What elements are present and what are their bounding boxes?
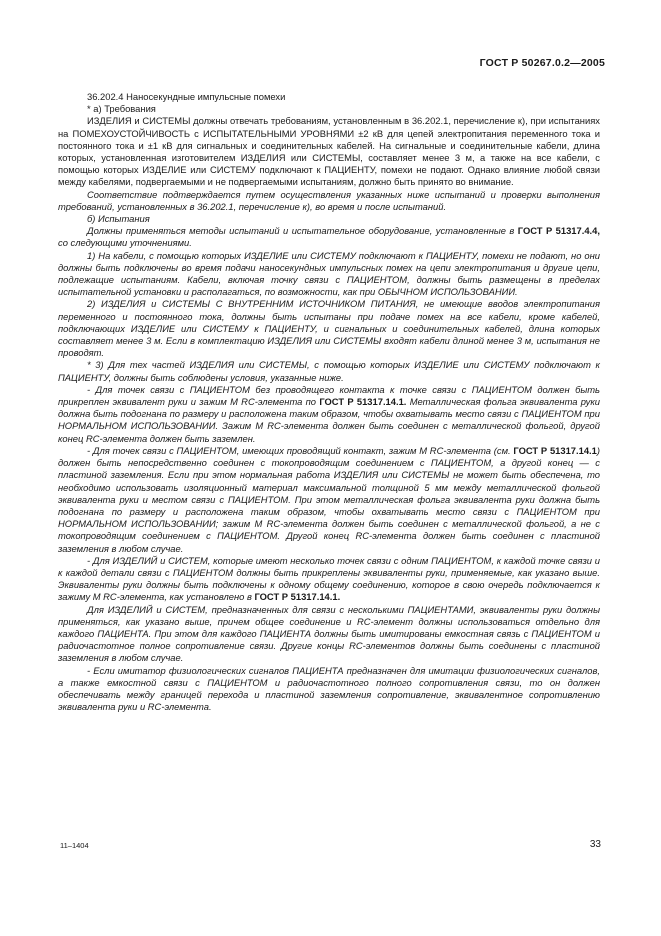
paragraph-simulator: - Если имитатор физиологических сигналов ПАЦИЕНТА предназначен для имитации физиологических сигналов, а также емкостной связи с ПАЦИЕНТОМ и радиочастотного полного сопротивления связи, то он должен обеспечивать между границей перехода и пластиной заземления сопротивление, эквивалентное сопротивлению эквивалента руки и RC-элемента. (58, 664, 600, 713)
paragraph-methods (58, 225, 600, 249)
paragraph-multiple-patients: Для ИЗДЕЛИЙ и СИСТЕМ, предназначенных для связи с несколькими ПАЦИЕНТАМИ, эквиваленты руки должны применяться, как указано выше, причем общее соединение и RC-элемент должны использоваться отдельно для каждого ПАЦИЕНТА. При этом для каждого ПАЦИЕНТА должны быть имитированы емкостная связь с ПАЦИЕНТОМ и радиочастотное полное сопротивление связи. Другие концы RC-элементов должны быть соединены с пластиной заземления в любом случае. (58, 603, 600, 664)
text-fragment: ) должен быть непосредственно соединен с токопроводящим соединением с ПАЦИЕНТОМ, а другой конец — с пластиной заземления. Если при этом нормальная работа ИЗДЕЛИЯ или СИСТЕМЫ не может быть обеспечена, то необходимо использовать изоляционный материал максимальной толщиной 5 мм между металлической фольгой эквивалента руки и местом связи с ПАЦИЕНТОМ. При этом металлическая фольга эквивалента руки должна быть подогнана по размеру и расположена таким образом, чтобы охватывать место связи с ПАЦИЕНТОМ при НОРМАЛЬНОМ ИСПОЛЬЗОВАНИИ; зажим М RC-элемента должен быть соединен с металлической фольгой, а не с токопроводящим соединением с ПАЦИЕНТОМ. Другой конец RC-элемента должен быть соединен с пластиной заземления в любом случае. (58, 444, 600, 554)
standard-reference: ГОСТ Р 51317.4.4, (517, 225, 600, 237)
section-heading: 36.202.4 Наносекундные импульсные помехи (87, 91, 286, 102)
text-fragment: - Для точек связи с ПАЦИЕНТОМ, имеющих проводящий контакт, зажим М RC-элемента (см. (87, 444, 511, 456)
text-fragment: - Для ИЗДЕЛИЙ и СИСТЕМ, которые имеют несколько точек связи с одним ПАЦИЕНТОМ, к каждой точке связи и к каждой детали связи с ПАЦИЕНТОМ должны быть прикреплены эквиваленты руки, применяемые, как указано выше. Эквиваленты руки должны быть подключены к одному общему соединению, которое в свою очередь подключается к зажиму М RC-элемента, как установлено в (58, 554, 600, 603)
print-code: 11–1404 (60, 841, 89, 850)
standard-reference: ГОСТ Р 51317.14.1. (319, 396, 407, 408)
document-body (58, 91, 600, 713)
text-fragment: - Для точек связи с ПАЦИЕНТОМ без проводящего контакта к точке связи с ПАЦИЕНТОМ должен быть прикреплен эквивалент руки и зажим М RC-элемента по (58, 383, 600, 408)
paragraph-item-2: 2) ИЗДЕЛИЯ и СИСТЕМЫ С ВНУТРЕННИМ ИСТОЧНИКОМ ПИТАНИЯ, не имеющие вводов электропитания переменного и постоянного тока, должны быть испытаны при подаче помех на все кабели, кроме кабелей, подключающих ИЗДЕЛИЕ или СИСТЕМУ к ПАЦИЕНТУ, и сигнальных и соединительных кабелей, длина которых составляет менее 3 м. Если в комплектацию ИЗДЕЛИЯ или СИСТЕМЫ входят кабели длиной менее 3 м, испытания не проводят. (58, 298, 600, 359)
subsection-tests: б) Испытания (87, 213, 150, 225)
text-fragment: Должны применяться методы испытаний и испытательное оборудование, установленные в (87, 225, 515, 237)
paragraph-compliance: Соответствие подтверждается путем осуществления указанных ниже испытаний и проверки выполнения требований, установленных в 36.202.1, перечисление к), во время и после испытаний. (58, 188, 600, 212)
paragraph-nonconductive (58, 384, 600, 445)
text-fragment: со следующими уточнениями. (58, 237, 192, 249)
paragraph-item-3: * 3) Для тех частей ИЗДЕЛИЯ или СИСТЕМЫ, с помощью которых ИЗДЕЛИЕ или СИСТЕМУ подключают к ПАЦИЕНТУ, должны быть соблюдены условия, указанные ниже. (58, 359, 600, 383)
subsection-requirements: * а) Требования (87, 103, 156, 115)
paragraph-item-1: 1) На кабели, с помощью которых ИЗДЕЛИЕ или СИСТЕМУ подключают к ПАЦИЕНТУ, помехи не подают, но они должны быть подключены во время подачи наносекундных импульсных помех на цепи электропитания и другие цепи, подлежащие испытаниям. Кабели, включая точку связи с ПАЦИЕНТОМ, должны быть размещены в пределах испытательной установки и располагаться, по возможности, как при ОБЫЧНОМ ИСПОЛЬЗОВАНИИ. (58, 249, 600, 298)
paragraph-conductive (58, 445, 600, 555)
page-number: 33 (589, 839, 601, 850)
paragraph-requirements: ИЗДЕЛИЯ и СИСТЕМЫ должны отвечать требованиям, установленным в 36.202.1, перечисление к), при испытаниях на ПОМЕХОУСТОЙЧИВОСТЬ с ИСПЫТАТЕЛЬНЫМИ УРОВНЯМИ ±2 кВ для цепей электропитания переменного тока и постоянного тока и ±1 кВ для сигнальных и соединительных кабелей. На сигнальные и соединительные кабели, длина которых, установленная изготовителем ИЗДЕЛИЯ или СИСТЕМЫ, составляет менее 3 м, а также на все кабели, с помощью которых ИЗДЕЛИЕ или СИСТЕМУ подключают к ПАЦИЕНТУ, помехи не подают. Однако влияние любой связи между кабелями, подвергаемыми и не подвергаемыми испытаниям, должно быть принято во внимание. (58, 115, 600, 188)
text-fragment: Металлическая фольга эквивалента руки должна быть подогнана по размеру и расположена таким образом, чтобы охватывать место связи с ПАЦИЕНТОМ при НОРМАЛЬНОМ ИСПОЛЬЗОВАНИИ. Зажим М RC-элемента должен быть соединен с металлической фольгой, другой конец RC-элемента должен быть заземлен. (58, 396, 601, 444)
standard-reference: ГОСТ Р 51317.14.1 (513, 444, 597, 456)
document-header: ГОСТ Р 50267.0.2—2005 (479, 57, 605, 69)
paragraph-multiple-points (58, 555, 600, 604)
standard-reference: ГОСТ Р 51317.14.1. (254, 591, 341, 603)
